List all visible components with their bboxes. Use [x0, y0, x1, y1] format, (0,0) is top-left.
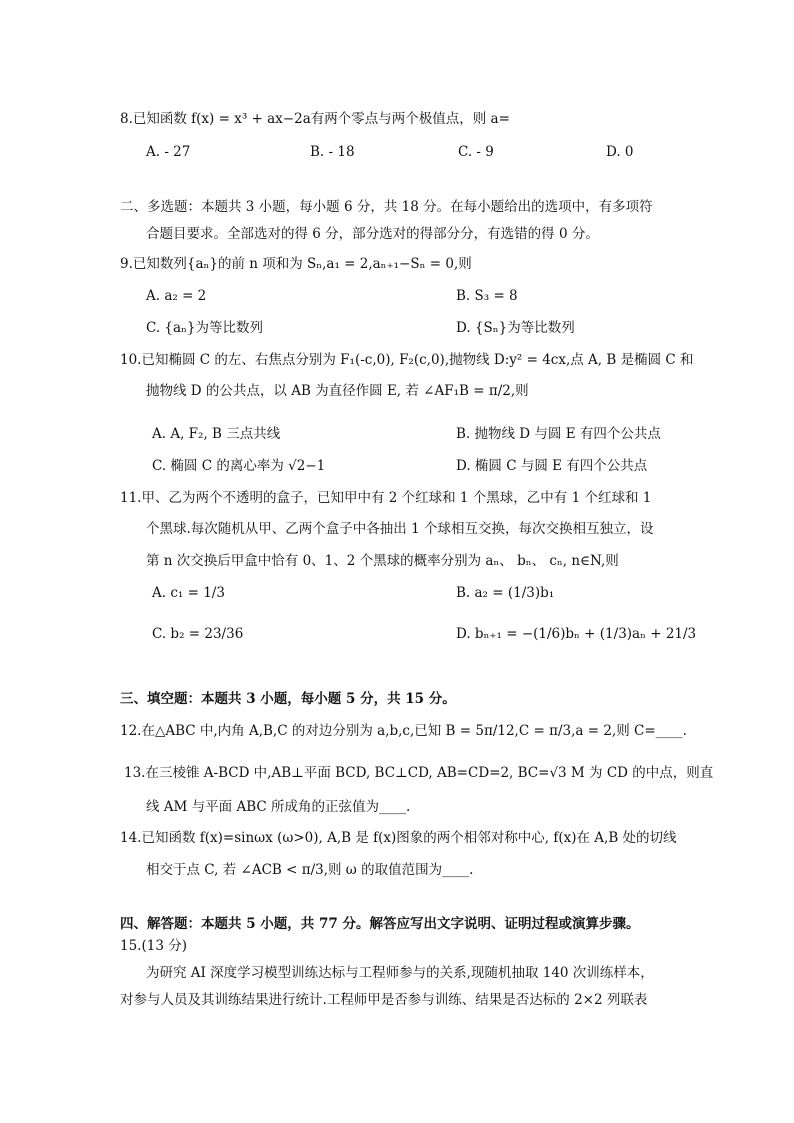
q11-stem-line3: 第 n 次交换后甲盒中恰有 0、1、2 个黑球的概率分别为 aₙ、 bₙ、 cₙ, n∈N,则 [146, 553, 619, 569]
q8-option-a: A. - 27 [146, 144, 191, 160]
q8-stem: 8.已知函数 f(x) = x³ + ax−2a有两个零点与两个极值点，则 a= [120, 111, 510, 127]
q10-option-d: D. 椭圆 C 与圆 E 有四个公共点 [456, 458, 648, 474]
q13-stem-line2: 线 AM 与平面 ABC 所成角的正弦值为____. [146, 799, 411, 815]
q9-option-d: D. {Sₙ}为等比数列 [456, 320, 575, 336]
q9-option-a: A. a₂ = 2 [146, 288, 207, 304]
q10-stem-line1: 10.已知椭圆 C 的左、右焦点分别为 F₁(-c,0), F₂(c,0),抛物线 D:y² = 4cx,点 A, B 是椭圆 C 和 [120, 352, 694, 368]
q8-option-c: C. - 9 [458, 144, 494, 160]
q13-stem-line1: 13.在三棱锥 A-BCD 中,AB⊥平面 BCD, BC⊥CD, AB=CD=2, BC=√3 M 为 CD 的中点，则直 [124, 765, 714, 781]
q10-option-b: B. 抛物线 D 与圆 E 有四个公共点 [456, 426, 661, 442]
q8-option-b: B. - 18 [310, 144, 355, 160]
q12-stem: 12.在△ABC 中,内角 A,B,C 的对边分别为 a,b,c,已知 B = 5π/12,C = π/3,a = 2,则 C=____. [120, 723, 687, 739]
section3-heading: 三、填空题：本题共 3 小题，每小题 5 分，共 15 分。 [120, 691, 456, 707]
q9-option-c: C. {aₙ}为等比数列 [146, 320, 263, 336]
q10-option-a: A. A, F₂, B 三点共线 [152, 426, 281, 442]
q15-text-line1: 为研究 AI 深度学习模型训练达标与工程师参与的关系,现随机抽取 140 次训练样本， [146, 965, 654, 981]
q11-option-d: D. bₙ₊₁ = −(1/6)bₙ + (1/3)aₙ + 21/3 [456, 626, 697, 642]
q11-option-b: B. a₂ = (1/3)b₁ [456, 585, 555, 601]
section2-heading-line2: 合题目要求。全部选对的得 6 分，部分选对的得部分分，有选错的得 0 分。 [146, 226, 599, 242]
section2-heading-line1: 二、多选题：本题共 3 小题，每小题 6 分，共 18 分。在每小题给出的选项中，有多项符 [120, 199, 653, 215]
q15-text-line2: 对参与人员及其训练结果进行统计.工程师甲是否参与训练、结果是否达标的 2×2 列联表 [120, 992, 648, 1008]
q9-stem: 9.已知数列{aₙ}的前 n 项和为 Sₙ,a₁ = 2,aₙ₊₁−Sₙ = 0,则 [120, 256, 472, 272]
q10-stem-line2: 抛物线 D 的公共点，以 AB 为直径作圆 E, 若 ∠AF₁B = π/2,则 [146, 383, 529, 399]
q10-option-c: C. 椭圆 C 的离心率为 √2−1 [152, 458, 326, 474]
q11-option-c: C. b₂ = 23/36 [152, 626, 244, 642]
q11-stem-line1: 11.甲、乙为两个不透明的盒子，已知甲中有 2 个红球和 1 个黑球，乙中有 1 个红球和 1 [120, 490, 652, 506]
q14-stem-line1: 14.已知函数 f(x)=sinωx (ω>0), A,B 是 f(x)图象的两个相邻对称中心, f(x)在 A,B 处的切线 [120, 830, 677, 846]
q11-stem-line2: 个黑球.每次随机从甲、乙两个盒子中各抽出 1 个球相互交换，每次交换相互独立，设 [146, 521, 654, 537]
q14-stem-line2: 相交于点 C, 若 ∠ACB < π/3,则 ω 的取值范围为____. [146, 862, 474, 878]
section4-heading: 四、解答题：本题共 5 小题，共 77 分。解答应写出文字说明、证明过程或演算步骤。 [120, 916, 640, 932]
q15-heading: 15.(13 分) [120, 938, 187, 954]
q11-option-a: A. c₁ = 1/3 [152, 585, 225, 601]
q8-option-d: D. 0 [606, 144, 634, 160]
q9-option-b: B. S₃ = 8 [456, 288, 518, 304]
